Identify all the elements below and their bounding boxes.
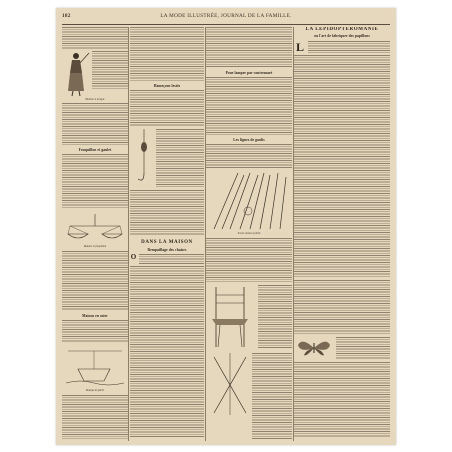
text-block bbox=[62, 395, 128, 439]
column-4 bbox=[294, 27, 390, 441]
text-block bbox=[258, 285, 292, 349]
page-header bbox=[62, 13, 390, 23]
text-block bbox=[130, 90, 204, 126]
text-block bbox=[206, 144, 292, 168]
section-heading: Maison en osier bbox=[82, 314, 108, 318]
text-block bbox=[252, 353, 292, 439]
tool-figure bbox=[210, 353, 250, 415]
page-number: 182 bbox=[62, 13, 71, 19]
section-heading: Hameçons lestés bbox=[153, 84, 181, 88]
chair-figure bbox=[206, 285, 256, 349]
fishing-trap-figure bbox=[64, 345, 126, 387]
magazine-page bbox=[56, 8, 396, 445]
text-block bbox=[294, 280, 390, 334]
text-block bbox=[294, 55, 390, 277]
article-subtitle: ou l'art de fabriquer des papillons bbox=[314, 34, 370, 38]
scale-figure bbox=[64, 212, 126, 244]
text-block bbox=[92, 51, 128, 89]
drop-cap: L bbox=[295, 40, 304, 54]
text-block bbox=[130, 190, 204, 236]
fisherman-figure bbox=[62, 51, 90, 97]
figure-caption: Jeu de cannes à pêche bbox=[237, 232, 261, 235]
text-block bbox=[206, 77, 292, 135]
text-block bbox=[62, 103, 128, 145]
text-block bbox=[130, 266, 204, 438]
text-block bbox=[139, 254, 204, 264]
drop-cap: O bbox=[130, 253, 137, 261]
butterfly-figure bbox=[294, 337, 334, 359]
figure-caption: Manège de pêche bbox=[85, 389, 105, 392]
column-3 bbox=[206, 27, 292, 441]
header-rule bbox=[62, 24, 390, 25]
section-heading: Les lignes de gaulis bbox=[233, 138, 265, 142]
figure-caption: Pêcheur à la ligne bbox=[85, 98, 105, 101]
text-block bbox=[156, 129, 204, 187]
text-block bbox=[336, 337, 390, 359]
column-2 bbox=[130, 27, 204, 441]
section-title: DANS LA MAISON bbox=[141, 240, 193, 245]
running-head: LA MODE ILLUSTRÉE, JOURNAL DE LA FAMILLE. bbox=[160, 13, 292, 19]
hook-figure bbox=[134, 129, 154, 187]
text-block bbox=[130, 27, 204, 81]
article-title: LA LÉPIDOPTÉROMANIE bbox=[305, 27, 379, 32]
fishing-rods-figure bbox=[208, 171, 290, 231]
section-heading: Fouquillon et gaulet bbox=[78, 148, 112, 152]
text-block bbox=[294, 362, 390, 438]
section-subheading: Rempaillage des chaises bbox=[147, 248, 187, 252]
text-block bbox=[206, 27, 292, 67]
column-1 bbox=[62, 27, 128, 441]
text-block bbox=[62, 251, 128, 311]
text-block bbox=[206, 238, 292, 282]
text-block bbox=[62, 154, 128, 208]
section-heading: Pour lamper par contremaré bbox=[225, 71, 273, 75]
figure-caption: Balance et fouquillon bbox=[83, 245, 107, 248]
column-separator bbox=[128, 27, 129, 441]
text-block bbox=[308, 41, 390, 53]
text-block bbox=[62, 320, 128, 342]
text-block bbox=[62, 27, 128, 49]
